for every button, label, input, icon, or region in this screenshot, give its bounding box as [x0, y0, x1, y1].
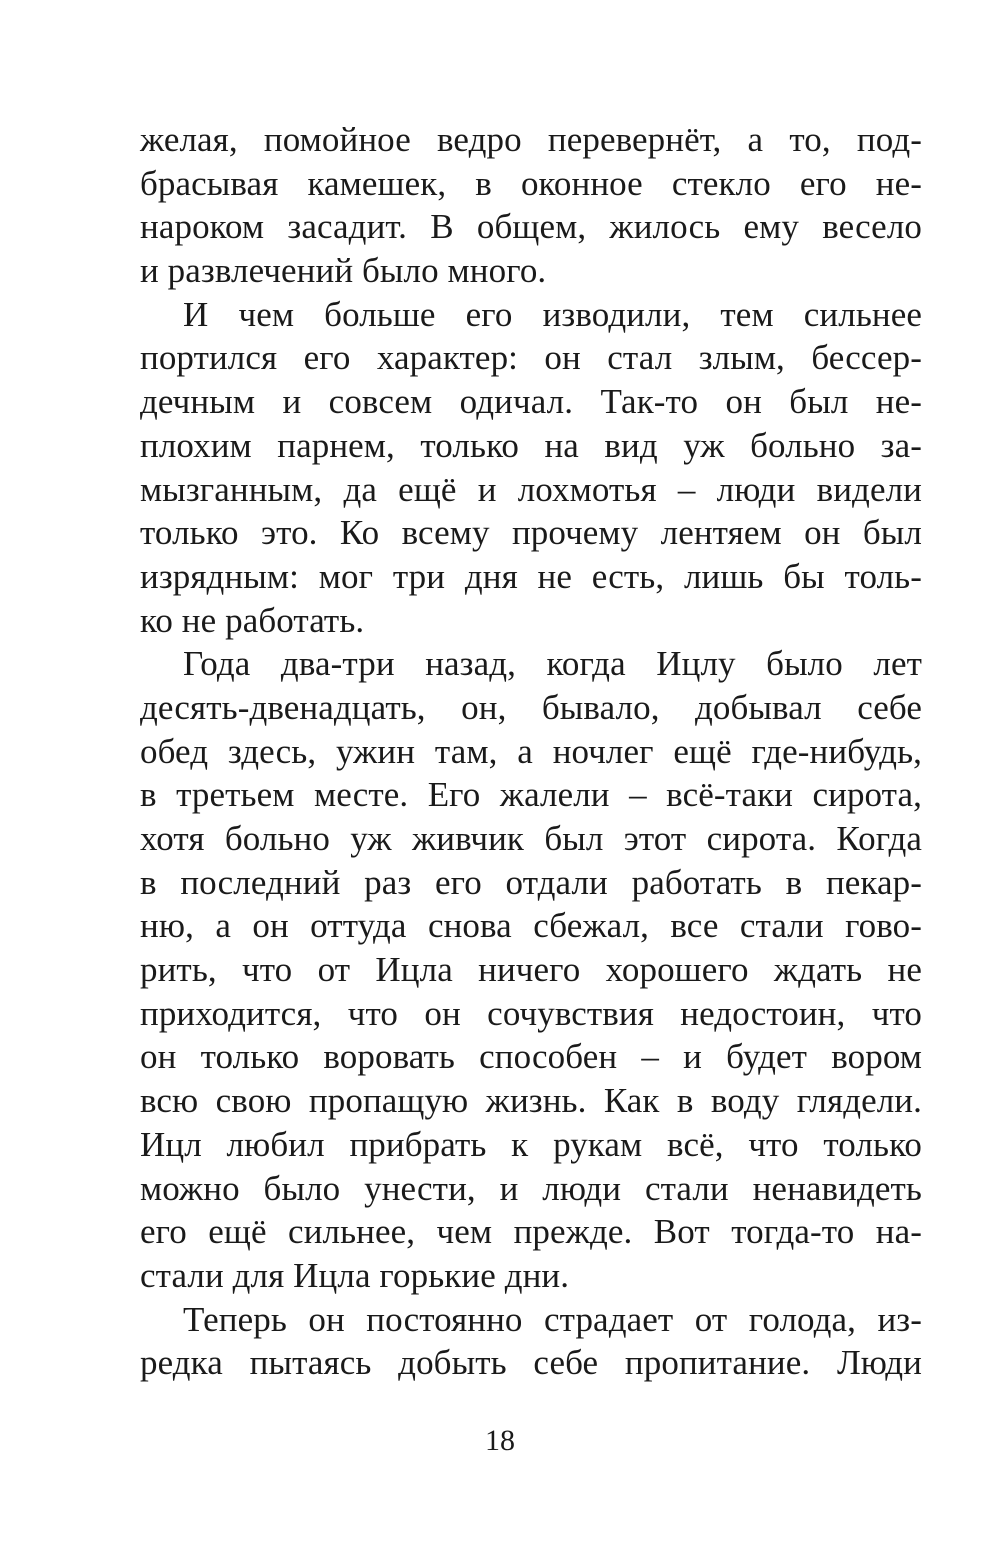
text-line: в последний раз его отдали работать в пекар-	[140, 862, 922, 902]
text-line: Теперь он постоянно страдает от голода, из-	[183, 1299, 922, 1339]
text-line: хотя больно уж живчик был этот сирота. Когда	[140, 819, 922, 858]
text-line: можно было унести, и люди стали ненавидеть	[140, 1168, 922, 1208]
text-line: десять-двенадцать, он, бывало, добывал себе	[140, 687, 922, 727]
text-line: в третьем месте. Его жалели – всё-таки сирота,	[140, 775, 922, 815]
text-line: его ещё сильнее, чем прежде. Вот тогда-то на-	[140, 1212, 922, 1252]
page-number: 18	[485, 1424, 515, 1457]
text-line: ню, а он оттуда снова сбежал, все стали гово-	[140, 906, 922, 946]
text-line: всю свою пропащую жизнь. Как в воду глядели.	[140, 1081, 922, 1121]
text-line: он только воровать способен – и будет вором	[140, 1037, 922, 1077]
text-line: ко не работать.	[140, 600, 365, 640]
text-line: мызганным, да ещё и лохмотья – люди видели	[140, 469, 922, 509]
text-line: редка пытаясь добыть себе пропитание. Люди	[140, 1343, 922, 1383]
text-line: изрядным: мог три дня не есть, лишь бы толь-	[140, 556, 922, 596]
text-line: Ицл любил прибрать к рукам всё, что только	[140, 1124, 922, 1164]
text-line: плохим парнем, только на вид уж больно за-	[140, 425, 922, 465]
text-line: только это. Ко всему прочему лентяем он был	[140, 513, 922, 553]
text-line: дечным и совсем одичал. Так-то он был не-	[140, 382, 922, 422]
text-line: обед здесь, ужин там, а ночлег ещё где-нибудь,	[140, 731, 922, 771]
text-line: нароком засадит. В общем, жилось ему весело	[140, 207, 922, 247]
body-text	[140, 118, 922, 1385]
text-line: и развлечений было много.	[140, 251, 547, 291]
text-line: Года два-три назад, когда Ицлу было лет	[183, 644, 922, 684]
text-line: портился его характер: он стал злым, бессер-	[140, 338, 922, 378]
text-line: стали для Ицла горькие дни.	[140, 1255, 570, 1295]
text-line: желая, помойное ведро перевернёт, а то, под-	[140, 120, 922, 159]
text-line: И чем больше его изводили, тем сильнее	[183, 294, 922, 334]
text-line: брасывая камешек, в оконное стекло его не-	[140, 163, 922, 203]
text-line: приходится, что он сочувствия недостоин, что	[140, 993, 922, 1033]
text-line: рить, что от Ицла ничего хорошего ждать не	[140, 950, 922, 990]
